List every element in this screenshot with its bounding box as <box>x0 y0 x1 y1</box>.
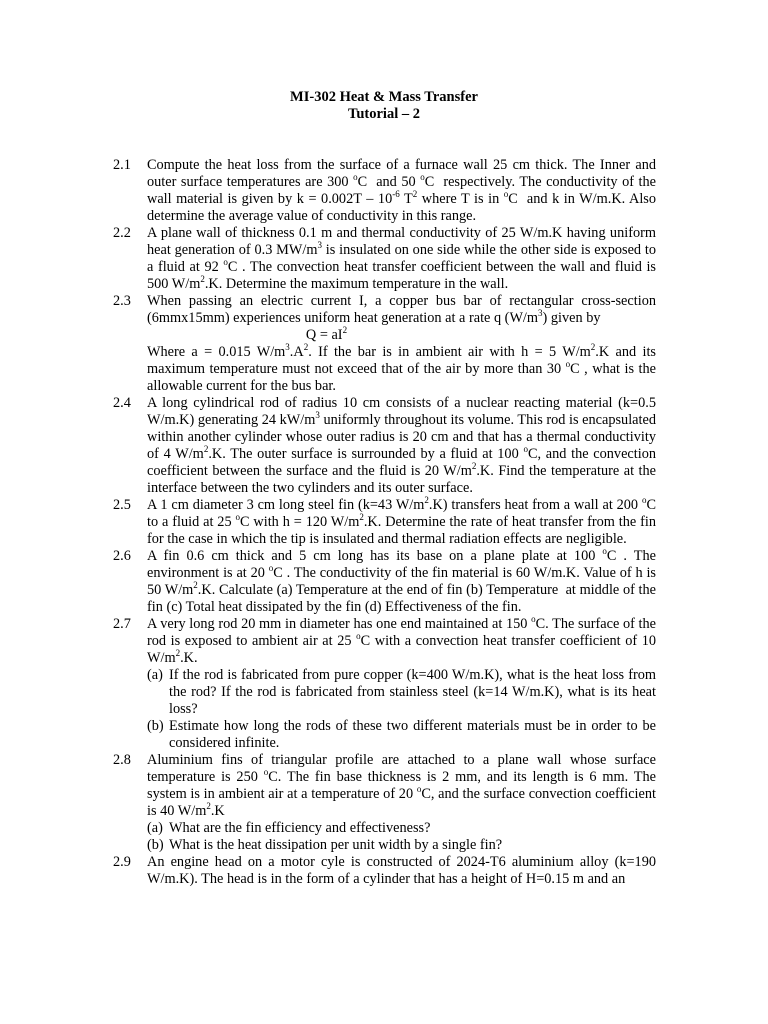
problem-number: 2.5 <box>113 497 131 513</box>
formula-text: Q = aI <box>305 327 343 343</box>
part-text: What is the heat dissipation per unit width by a single fin? <box>169 837 503 853</box>
problem-2-2 <box>113 225 656 293</box>
problem-2-8 <box>113 752 656 854</box>
problem-text: Aluminium fins of triangular profile are attached to a plane wall whose surface temperature is 250 $^o$C. The fin base thickness is 2 mm, and its length is 6 mm. The system is in ambient air at a temperature of 20 $^o$C, and the surface convection coefficient is 40 $W/m^2.K$ (a) What are the fin efficiency and effectiveness? (b) What is the heat dissipation per unit width by a single fin? <box>147 752 656 853</box>
problem-text: A long cylindrical rod of radius 10 cm consists of a nuclear reacting material (k=0.5 W/m.K) generating 24 $kW/m^3$ uniformly throughout its volume. This rod is encapsulated within another cylinder whose outer radius is 20 cm and that has a thermal conductivity of 4 $W/m^2.K$. The outer surface is surrounded by a fluid at 100 $^o$C, and the convection coefficient between the surface and the fluid is 20 $W/m^2.K$. Find the temperature at the interface between the two cylinders and its outer surface. <box>147 395 656 496</box>
problem-number: 2.6 <box>113 548 131 564</box>
problem-text: A 1 cm diameter 3 cm long steel fin (k=43 $W/m^2.K$) transfers heat from a wall at 200 $^o$C to a fluid at 25 $^o$C with h = 120 $W/m^2.K$. Determine the rate of heat transfer from the fin for the case in which the tip is insulated and thermal radiation effects are negligible. <box>147 495 656 547</box>
problem-list <box>113 157 656 888</box>
part-label: (b) <box>147 837 164 853</box>
problem-text: Compute the heat loss from the surface of a furnace wall 25 cm thick. The Inner and outer surface temperatures are 300 $^o$C and 50 $^o$C respectively. The conductivity of the wall material is given by $k = 0.002T - 10^{-6}$ $T^2$ where T is in $^o$C and k in W/m.K. Also determine the average value of conductivity in this range. <box>147 157 657 224</box>
problem-2-3 <box>113 293 656 395</box>
problem-2-5 <box>113 497 656 548</box>
problem-text: An engine head on a motor cyle is constructed of 2024-T6 aluminium alloy (k=190 W/m.K). The head is in the form of a cylinder that has a height of H=0.15 m and an <box>147 854 656 887</box>
problem-number: 2.3 <box>113 293 131 309</box>
problem-2-4 <box>113 395 656 497</box>
problem-2-9 <box>113 854 656 888</box>
part-label: (a) <box>147 820 163 836</box>
problem-number: 2.4 <box>113 395 131 411</box>
part-text: Estimate how long the rods of these two different materials must be in order to be considered infinite. <box>169 718 656 751</box>
part-text: If the rod is fabricated from pure copper (k=400 W/m.K), what is the heat loss from the rod? If the rod is fabricated from stainless steel (k=14 W/m.K), what is its heat loss? <box>169 667 656 717</box>
problem-number: 2.9 <box>113 854 131 870</box>
problem-number: 2.7 <box>113 616 131 632</box>
part-label: (a) <box>147 667 163 683</box>
problem-part <box>147 718 656 752</box>
problem-2-1 <box>113 157 656 225</box>
problem-text: A plane wall of thickness 0.1 m and thermal conductivity of 25 W/m.K having uniform heat generation of 0.3 $MW/m^3$ is insulated on one side while the other side is exposed to a fluid at 92 $^o$C . The convection heat transfer coefficient between the wall and fluid is 500 $W/m^2.K$. Determine the maximum temperature in the wall. <box>147 225 656 292</box>
problem-number: 2.1 <box>113 157 131 173</box>
part-label: (b) <box>147 718 164 734</box>
problem-part <box>147 820 656 837</box>
formula: $Q = aI^2$ <box>305 325 348 343</box>
problem-text: When passing an electric current I, a copper bus bar of rectangular cross-section (6mmx15mm) experiences uniform heat generation at a rate q $(W/m^3)$ given by $Q = aI^2$ Where a = 0.015 $W/m^3.A^2$. If the bar is in ambient air with h = 5 $W/m^2.K$ and its maximum temperature must not exceed that of the air by more than 30 $^o$C , what is the allowable current for the bus bar. <box>147 293 656 394</box>
problem-number: 2.2 <box>113 225 131 241</box>
problem-2-6 <box>113 548 656 616</box>
problem-text: A fin 0.6 cm thick and 5 cm long has its base on a plane plate at 100 $^o$C . The environment is at 20 $^o$C . The conductivity of the fin material is 60 W/m.K. Value of h is 50 $W/m^2.K$. Calculate (a) Temperature at the end of fin (b) Temperature at middle of the fin (c) Total heat dissipated by the fin (d) Effectiveness of the fin. <box>147 546 656 615</box>
document-title: MI-302 Heat & Mass Transfer <box>290 89 478 105</box>
problem-number: 2.8 <box>113 752 131 768</box>
part-text: What are the fin efficiency and effectiveness? <box>169 820 431 836</box>
problem-part <box>147 667 656 718</box>
document-subtitle: Tutorial – 2 <box>348 106 420 122</box>
problem-part <box>147 837 656 854</box>
problem-text: A very long rod 20 mm in diameter has one end maintained at 150 $^o$C. The surface of the rod is exposed to ambient air at 25 $^o$C with a convection heat transfer coefficient of 10 $W/m^2.K$. (a) If the rod is fabricated from pure copper (k=400 W/m.K), what is the heat loss from the rod? If the rod is fabricated from stainless steel (k=14 W/m.K), what is its heat loss? (b) Estimate how long the rods of these two different materials must be in order to be considered infinite. <box>147 614 656 751</box>
problem-2-7 <box>113 616 656 752</box>
